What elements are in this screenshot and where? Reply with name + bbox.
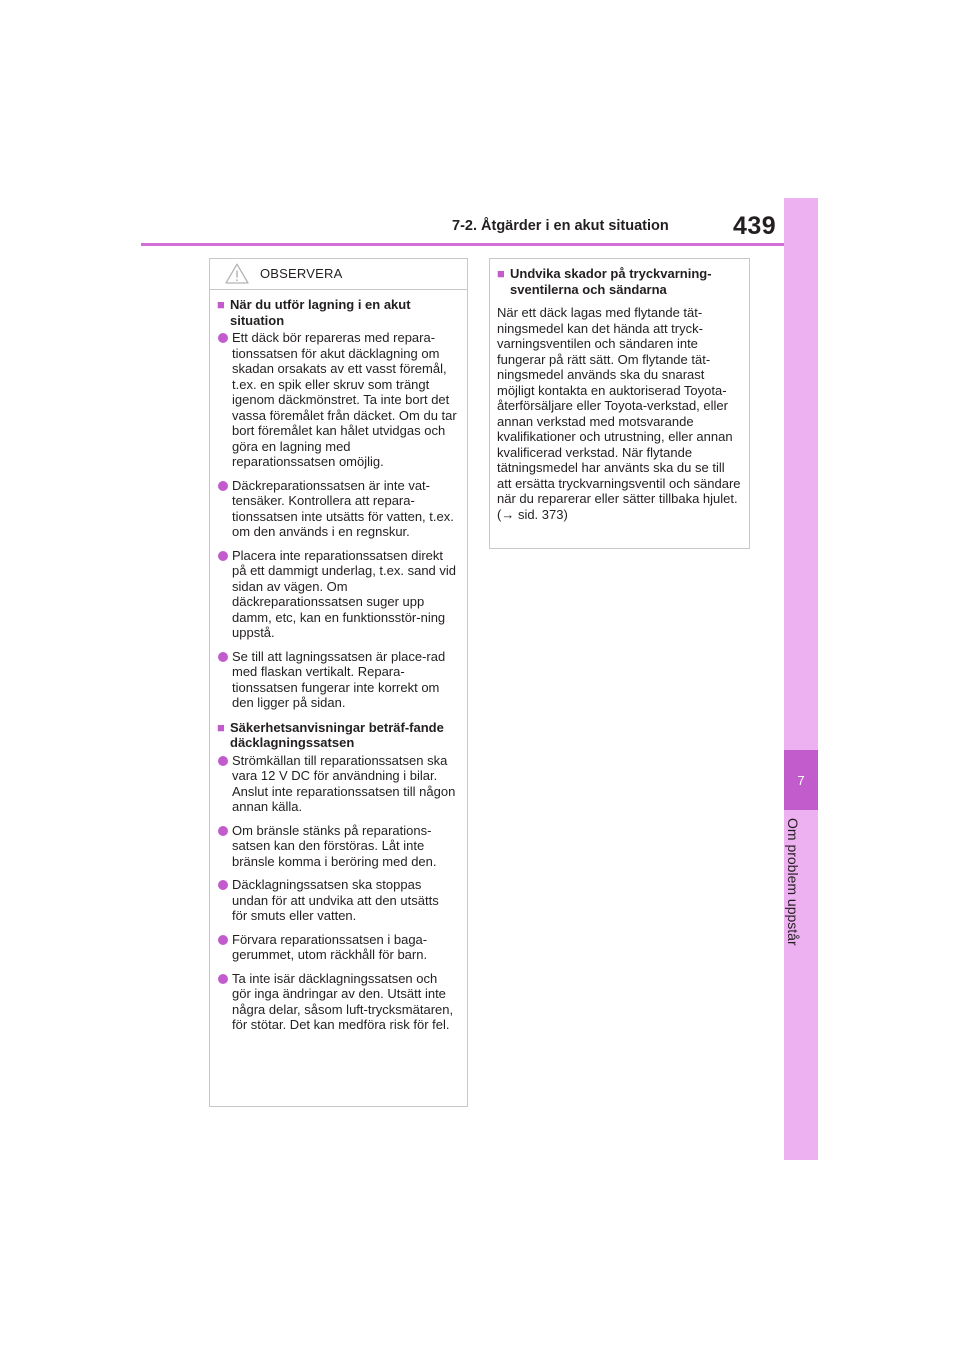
caution-box	[209, 258, 468, 1107]
round-bullet-icon	[218, 333, 228, 343]
list-item	[217, 649, 457, 711]
round-bullet-icon	[218, 935, 228, 945]
list-item-text: Placera inte reparationssatsen direkt på ett dammigt underlag, t.ex. sand vid sidan av vägen. Om däckreparationssatsen suger upp damm, etc, kan en funktionsstör-ning uppstå.	[232, 547, 457, 640]
round-bullet-icon	[218, 551, 228, 561]
caution-header	[210, 259, 467, 290]
round-bullet-icon	[218, 481, 228, 491]
square-bullet-icon: ■	[217, 719, 225, 735]
list-item	[217, 548, 457, 641]
info-paragraph: När ett däck lagas med flytande tät-ningsmedel kan det hända att tryck-varningsventilen och sändaren inte fungerar på rätt sätt. Om flytande tät-ningsmedel används ska du snarast möjligt kontakta en auktoriserad Toyota-återförsäljare eller Toyota-verkstad, eller annan verkstad med motsvarande kvalifikationer och utrustning, eller annan kvalificerad verkstad. När flytande tätningsmedel har använts ska du se till att ersätta tryckvarningsventil och sändare när du reparerar eller sätter tillbaka hjulet. (→ sid. 373)	[497, 305, 741, 522]
chapter-number: 7	[784, 750, 818, 810]
list-item-text: Ett däck bör repareras med repara-tionssatsen för akut däcklagning om skadan orsakats av ett vasst föremål, t.ex. en spik eller skruv som trängt igenom däckmönstret. Ta inte bort det vassa föremålet från däcket. Om du tar bort föremålet kan hålet utvidgas och göra en lagning med reparationssatsen omöjlig.	[232, 330, 457, 469]
list-item-text: Strömkällan till reparationssatsen ska vara 12 V DC för användning i bilar. Anslut inte reparationssatsen till någon annan källa.	[232, 752, 456, 814]
list-item	[217, 971, 457, 1033]
list-item	[217, 753, 457, 815]
list-item	[217, 330, 457, 470]
section-heading	[217, 297, 457, 328]
list-item	[217, 877, 457, 924]
chapter-title: Om problem uppstår	[785, 818, 801, 946]
list-item-text: Däckreparationssatsen är inte vat-tensäker. Kontrollera att repara-tionssatsen inte utsätts för vatten, t.ex. om den används i en regnskur.	[232, 477, 454, 539]
round-bullet-icon	[218, 880, 228, 890]
round-bullet-icon	[218, 756, 228, 766]
chapter-side-tab	[784, 198, 818, 1160]
round-bullet-icon	[218, 652, 228, 662]
list-item-text: Se till att lagningssatsen är place-rad med flaskan vertikalt. Repara-tionssatsen fungerar inte korrekt om den ligger på sidan.	[232, 648, 446, 710]
section-heading-text: Undvika skador på tryckvarning-sventilerna och sändarna	[510, 266, 712, 297]
warning-triangle-icon	[225, 263, 249, 284]
section-heading-text: När du utför lagning i en akut situation	[230, 297, 411, 328]
round-bullet-icon	[218, 826, 228, 836]
section-heading	[497, 266, 741, 297]
list-item	[217, 932, 457, 963]
section-heading-text: Säkerhetsanvisningar beträf-fande däcklagningssatsen	[230, 719, 444, 750]
tpms-info-box	[489, 258, 750, 549]
header-rule	[141, 243, 784, 246]
section-heading	[217, 720, 457, 751]
list-item	[217, 823, 457, 870]
page-number: 439	[733, 212, 777, 240]
square-bullet-icon: ■	[497, 266, 505, 281]
section-title: 7-2. Åtgärder i en akut situation	[452, 218, 669, 234]
caution-label: OBSERVERA	[260, 266, 343, 281]
list-item-text: Om bränsle stänks på reparations-satsen kan den förstöras. Låt inte bränsle komma i beröring med den.	[232, 822, 437, 869]
list-item-text: Förvara reparationssatsen i baga-gerummet, utom räckhåll för barn.	[232, 931, 428, 962]
round-bullet-icon	[218, 974, 228, 984]
list-item-text: Däcklagningssatsen ska stoppas undan för att undvika att den utsätts för smuts eller vatten.	[232, 877, 439, 923]
square-bullet-icon: ■	[217, 297, 225, 312]
list-item-text: Ta inte isär däcklagningssatsen och gör inga ändringar av den. Utsätt inte några delar, såsom luft-trycksmätaren, för stötar. Det kan medföra risk för fel.	[232, 970, 454, 1032]
list-item	[217, 478, 457, 540]
caution-body	[210, 290, 467, 1033]
